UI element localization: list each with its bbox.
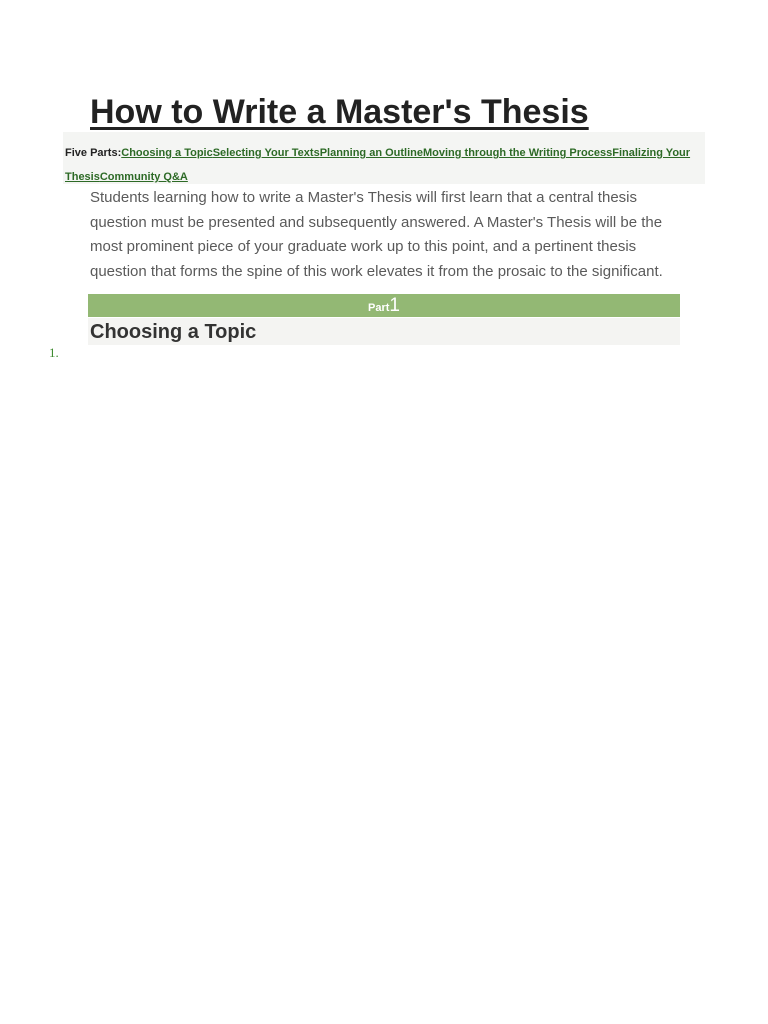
part-label: Part	[368, 302, 390, 314]
parts-link-finalizing-thesis[interactable]: Finalizing Your Thesis	[65, 147, 691, 183]
section-title: Choosing a Topic	[88, 318, 680, 345]
parts-nav-label: Five Parts:	[65, 147, 122, 159]
intro-paragraph: Students learning how to write a Master's Thesis will first learn that a central thesis question must be presented and subsequently answered. A Master's Thesis will be the most prominent piece of your graduate work up to this point, and a pertinent thesis question that forms the spine of this work elevates it from the prosaic to the significant.	[90, 189, 663, 280]
part-number: 1	[389, 295, 400, 316]
page-title: How to Write a Master's Thesis	[90, 93, 589, 131]
parts-link-selecting-texts[interactable]: Selecting Your Texts	[212, 147, 320, 159]
parts-link-choosing-topic[interactable]: Choosing a Topic	[121, 147, 213, 159]
part-header-bar	[88, 294, 680, 317]
parts-link-community-qa[interactable]: Community Q&A	[99, 171, 188, 183]
step-number: 1.	[49, 345, 59, 360]
parts-nav	[63, 132, 705, 184]
parts-link-writing-process[interactable]: Moving through the Writing Process	[422, 147, 613, 159]
parts-link-planning-outline[interactable]: Planning an Outline	[319, 147, 423, 159]
